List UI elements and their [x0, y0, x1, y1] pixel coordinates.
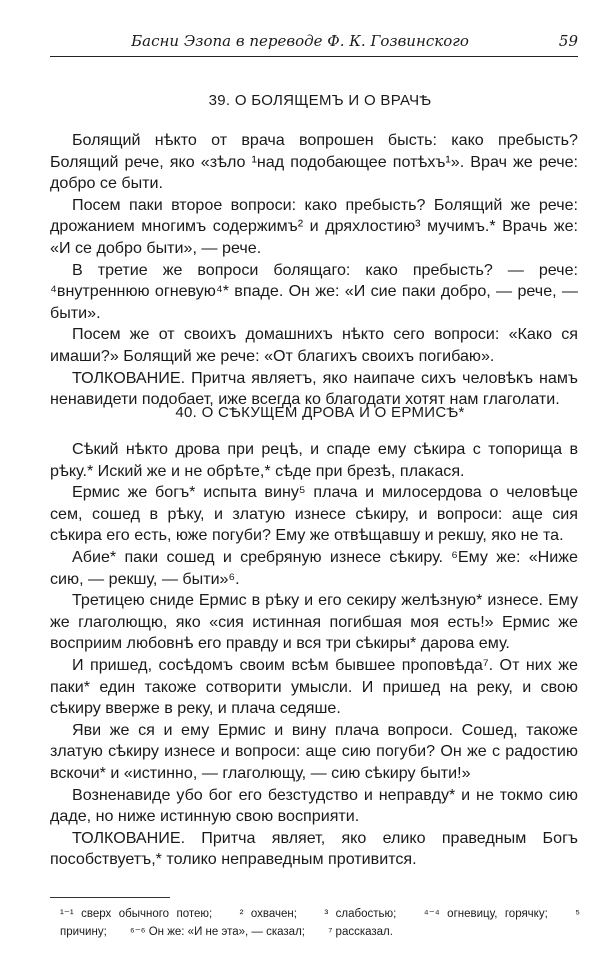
paragraph: В третие же вопроси болящаго: како пребысть? — рече: ⁴внутреннюю огневую⁴* впаде. Он же: «И сие паки добро, — рече, — быти».: [50, 260, 578, 322]
footnote-divider: [50, 897, 170, 898]
footnote: ² охвачен;: [239, 908, 297, 920]
footnote: ³ слабостью;: [324, 908, 397, 920]
paragraph: ТОЛКОВАНИЕ. Притча являетъ, яко наипаче сихъ человѣкъ намъ ненавидети подобает, иже всегда ко благодати хотят нам глаголати.: [50, 368, 578, 409]
footnote: ¹⁻¹ сверх обычного потею;: [60, 908, 213, 920]
paragraph: Возненавиде убо бог его безстудство и неправду* и не токмо сию даде, но ниже истинную свою восприяти.: [50, 785, 578, 826]
fable-40-title: 40. О СѢКУЩЕМ ДРОВА И О ЕРМИСѢ*: [175, 404, 465, 421]
footnote: ⁷ рассказал.: [328, 926, 393, 938]
book-title: Басни Эзопа в переводе Ф. К. Гозвинского: [131, 32, 469, 50]
paragraph: И пришед, сосѣдомъ своим всѣм бывшее проповѣда⁷. От них же паки* един такоже сотворити умысли. И пришед на реку, и свою сѣкиру вверже в реку, и плача седяше.: [50, 655, 578, 718]
paragraph: Третицею сниде Ермис в рѣку и его секиру желѣзную* изнесе. Ему же глаголющю, яко «сия истинная погибшая моя есть!» Ермис же восприим любовнѣ его правду и вся три сѣкиры* дарова ему.: [50, 591, 578, 653]
paragraph: Сѣкий нѣкто дрова при рецѣ, и спаде ему сѣкира с топорища в рѣку.* Иский же и не обрѣте,* сѣде при брезѣ, плакася.: [50, 440, 578, 480]
fable-40-body: [50, 439, 578, 871]
paragraph: Ермис же богъ* испыта вину⁵ плача и милосердова о человѣце сем, сошед в рѣку, и златую изнесе сѣкиру, и вопроси: аще сия сѣкира его есть, юже погуби? Ему же отвѣщавшу и рекшу, яко не та.: [50, 483, 578, 545]
paragraph: Абие* паки сошед и сребряную изнесе сѣкиру. ⁶Ему же: «Ниже сию, — рекшу, — быти»⁶.: [50, 547, 578, 588]
paragraph: Посем паки второе вопроси: како пребысть? Болящий же рече: дрожанием многимъ содержимъ² и дряхлостию³ мучимъ.* Врачь же: «И се добро быти», — рече.: [50, 195, 578, 257]
footnote: ⁵ причину;: [60, 908, 581, 938]
fable-39-body: [50, 130, 578, 411]
paragraph: ТОЛКОВАНИЕ. Притча являет, яко елико праведным Богъ пособствуетъ,* толико неправедным противится.: [50, 828, 578, 869]
footnotes: [60, 905, 580, 941]
footnote: ⁶⁻⁶ Он же: «И не эта», — сказал;: [129, 926, 305, 938]
paragraph: Яви же ся и ему Ермис и вину плача вопроси. Сошед, такоже златую сѣкиру изнесе и вопроси: аще сию погуби? Он же с радостию вскочи* и «истинно, — глаголющу, — сию сѣкиру быти!»: [50, 720, 578, 782]
paragraph: Посем же от своихъ домашнихъ нѣкто сего вопроси: «Како ся имаши?» Болящий же рече: «От благихъ своихъ погибаю».: [50, 325, 578, 365]
paragraph: Болящий нѣкто от врача вопрошен бысть: како пребысть? Болящий рече, яко «зѣло ¹над подобающее потѣхъ¹». Врач же рече: добро се быти.: [50, 131, 578, 193]
page-number: 59: [558, 32, 578, 50]
footnote: ⁴⁻⁴ огневицу, горячку;: [423, 908, 548, 920]
fable-39-title: 39. О БОЛЯЩЕМЪ И О ВРАЧѢ: [208, 92, 432, 109]
running-header: [50, 28, 578, 57]
